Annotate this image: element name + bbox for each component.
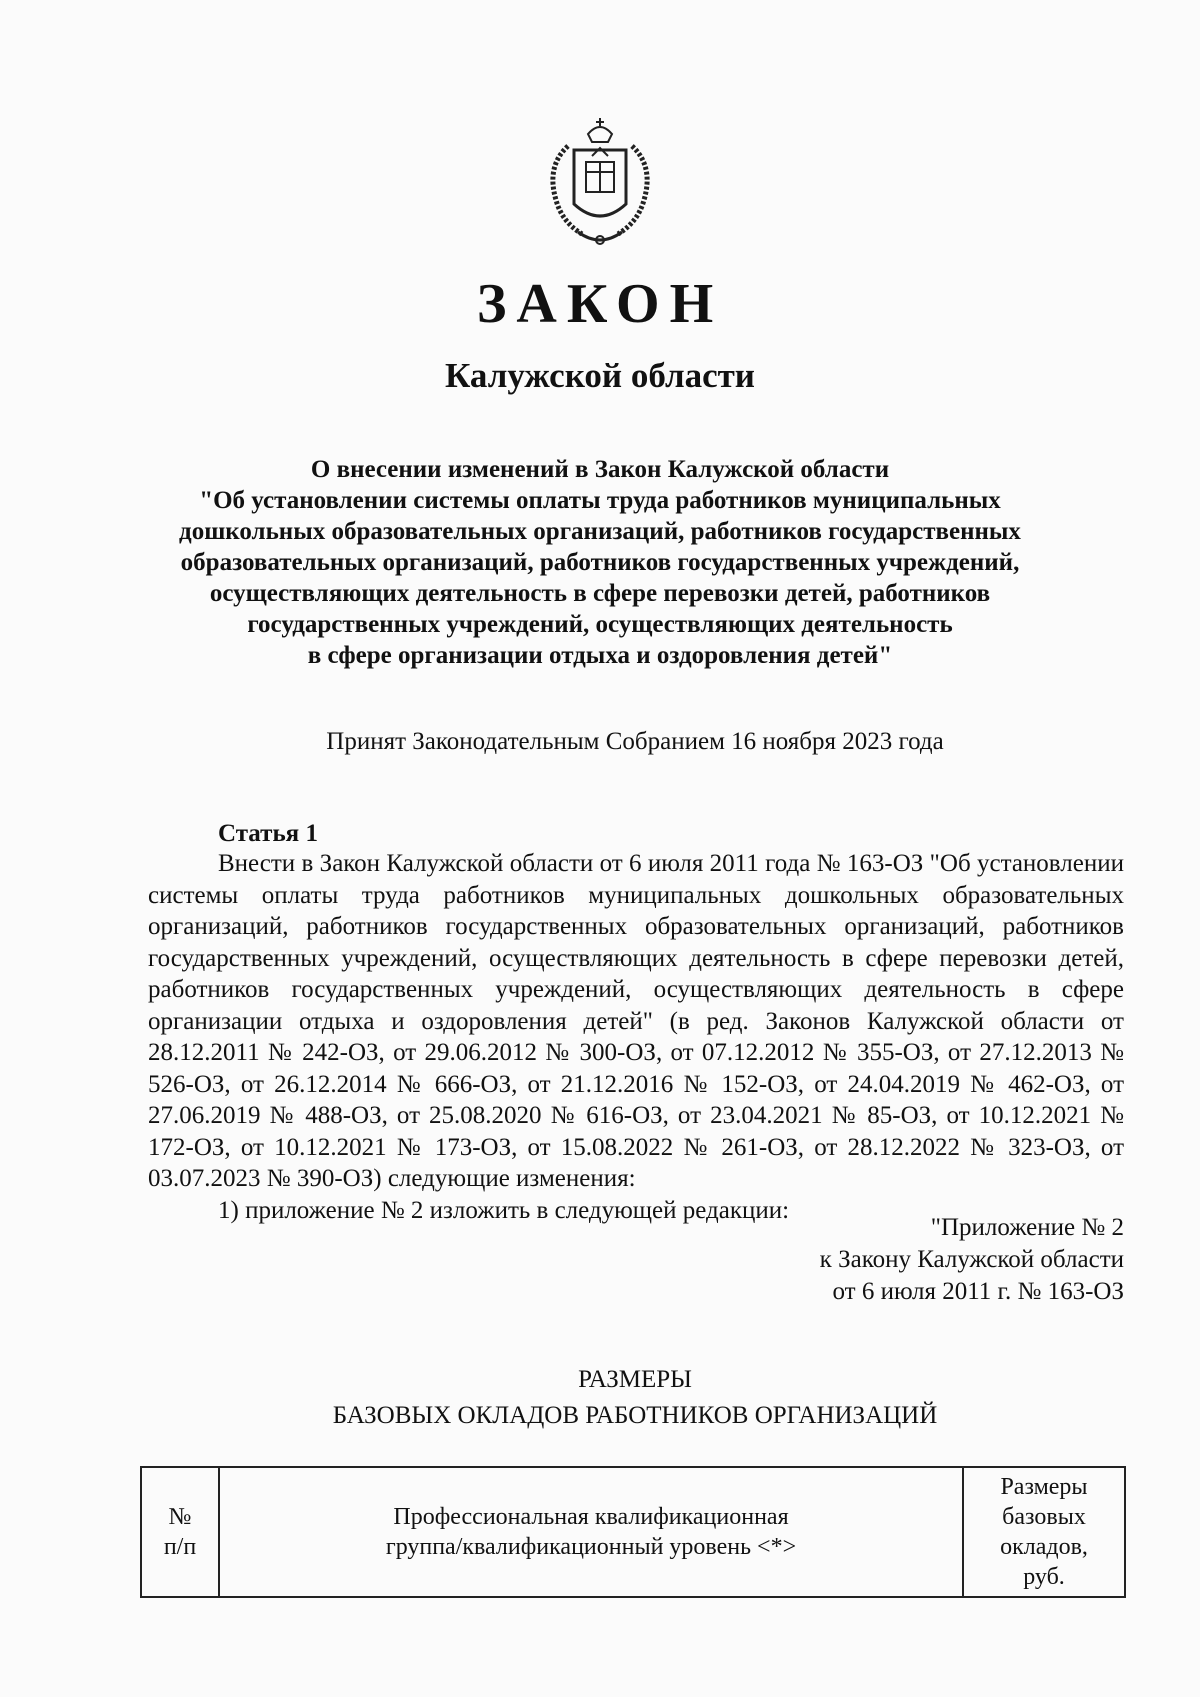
header-number [141, 1467, 219, 1597]
law-name [150, 454, 1050, 671]
header-number-line: п/п [163, 1534, 197, 1560]
law-name-line: государственных учреждений, осуществляющих деятельность [247, 611, 953, 638]
law-name-line: дошкольных образовательных организаций, работников государственных [179, 518, 1021, 545]
appendix-reference [820, 1212, 1124, 1308]
law-name-line: в сфере организации отдыха и оздоровления детей" [307, 642, 893, 669]
table-header-row [141, 1467, 1125, 1597]
header-size-line: Размеры [1000, 1474, 1088, 1500]
law-name-line: осуществляющих деятельность в сфере перевозки детей, работников [209, 580, 991, 607]
article-heading: Статья 1 [218, 820, 318, 847]
header-qualification-group [219, 1467, 963, 1597]
law-name-line: образовательных организаций, работников государственных учреждений, [180, 549, 1020, 576]
header-group-line: группа/квалификационный уровень <*> [385, 1534, 797, 1560]
document-subtitle: Калужской области [445, 356, 755, 395]
salary-table [140, 1466, 1126, 1598]
article-body [148, 848, 1124, 1226]
sizes-title: РАЗМЕРЫ [578, 1366, 692, 1393]
appendix-ref-line: "Приложение № 2 [930, 1214, 1124, 1241]
law-name-line: "Об установлении системы оплаты труда работников муниципальных [199, 487, 1001, 514]
article-paragraph: Внести в Закон Калужской области от 6 июля 2011 года № 163-ОЗ "Об установлении системы оплаты труда работников муниципальных дошкольных образовательных организаций, работников государственных образовательных организаций, работников государственных учреждений, осуществляющих деятельность в сфере перевозки детей, работников государственных учреждений, осуществляющих деятельность в сфере организации отдыха и оздоровления детей" (в ред. Законов Калужской области от 28.12.2011 № 242-ОЗ, от 29.06.2012 № 300-ОЗ, от 07.12.2012 № 355-ОЗ, от 27.12.2013 № 526-ОЗ, от 26.12.2014 № 666-ОЗ, от 21.12.2016 № 152-ОЗ, от 24.04.2019 № 462-ОЗ, от 27.06.2019 № 488-ОЗ, от 25.08.2020 № 616-ОЗ, от 23.04.2021 № 85-ОЗ, от 10.12.2021 № 172-ОЗ, от 10.12.2021 № 173-ОЗ, от 15.08.2022 № 261-ОЗ, от 28.12.2022 № 323-ОЗ, от 03.07.2023 № 390-ОЗ) следующие изменения: [148, 850, 1124, 1192]
header-base-salary [963, 1467, 1125, 1597]
appendix-ref-line: от 6 июля 2011 г. № 163-ОЗ [832, 1278, 1124, 1305]
header-size-line: базовых [1002, 1504, 1086, 1530]
coat-of-arms-emblem [538, 116, 662, 252]
sizes-subtitle: БАЗОВЫХ ОКЛАДОВ РАБОТНИКОВ ОРГАНИЗАЦИЙ [332, 1402, 938, 1429]
article-item-1: 1) приложение № 2 изложить в следующей редакции: [218, 1196, 790, 1224]
header-number-line: № [168, 1504, 192, 1530]
appendix-ref-line: к Закону Калужской области [819, 1246, 1124, 1273]
header-group-line: Профессиональная квалификационная [393, 1504, 789, 1530]
header-size-line: руб. [1023, 1564, 1065, 1590]
law-name-line: О внесении изменений в Закон Калужской области [310, 456, 890, 483]
document-title: ЗАКОН [476, 273, 724, 335]
header-size-line: окладов, [1000, 1534, 1088, 1560]
adoption-note: Принят Законодательным Собранием 16 ноября 2023 года [326, 728, 944, 755]
